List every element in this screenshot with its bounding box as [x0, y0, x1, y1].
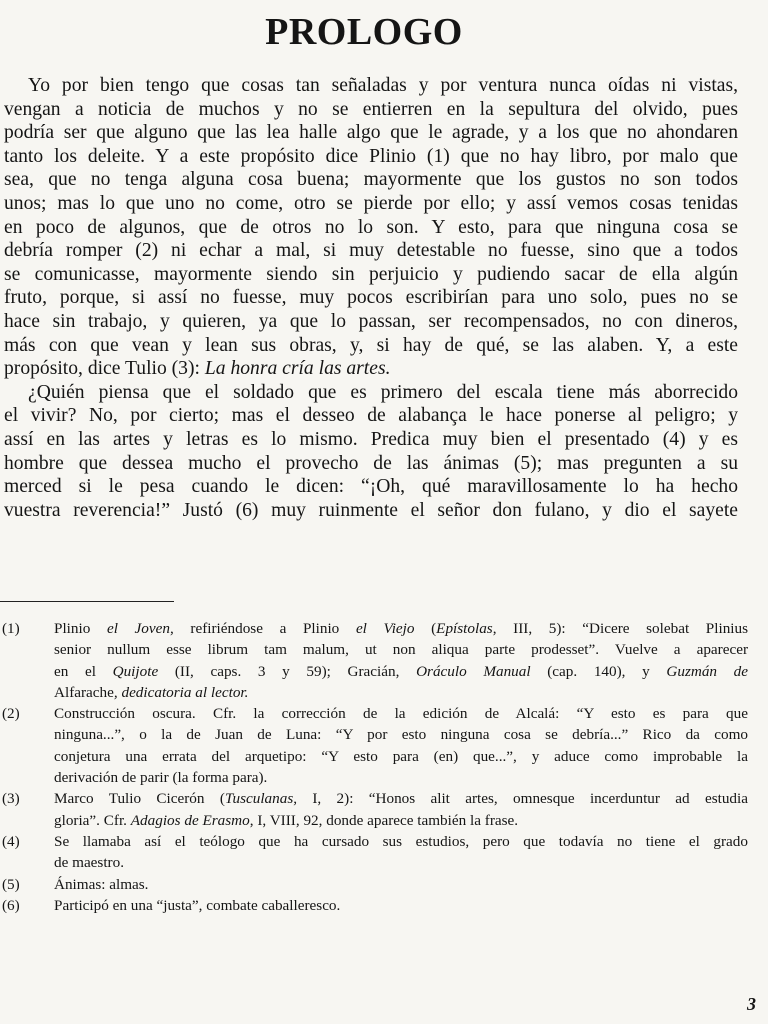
body-line: más con que vean y lean sus obras, y, si hay de qué, se las alaben. Y, a este [4, 334, 738, 356]
body-line: unos; mas lo que uno no come, otro se pierde por ello; y assí vemos cosas tenidas [4, 192, 738, 214]
footnote [2, 788, 748, 831]
prologue-body [4, 74, 738, 522]
footnote [2, 874, 748, 895]
italic-quote: La honra cría las artes. [204, 358, 391, 380]
body-line: merced si le pesa cuando le dicen: “¡Oh, qué maravillosamente lo ha hecho [4, 476, 738, 498]
body-line: podría ser que alguno que las lea halle algo que le agrade, y a los que no ahondaren [4, 122, 738, 144]
footnote-text [54, 703, 748, 788]
footnote-line: gloria”. Cfr. Adagios de Erasmo, I, VIII, 92, donde aparece también la frase. [54, 811, 519, 829]
body-line: Yo por bien tengo que cosas tan señaladas y por ventura nunca oídas ni vistas, [28, 75, 738, 96]
footnote-text [54, 618, 748, 703]
footnote-text [54, 874, 748, 895]
footnote-line: Participó en una “justa”, combate caballeresco. [54, 896, 341, 914]
body-line: propósito, dice Tulio (3): [4, 358, 200, 380]
footnote-line: Ánimas: almas. [54, 875, 149, 893]
footnote-line: conjetura una errata del arquetipo: “Y esto para (en) que...”, y aduce como improbable la [54, 747, 748, 765]
body-line: el vivir? No, por cierto; mas el desseo de alabança le hace ponerse al peligro; y [4, 405, 738, 427]
body-line: vengan a noticia de muchos y no se entierren en la sepultura del olvido, pues [4, 98, 738, 120]
footnote-number: (2) [2, 705, 20, 723]
footnote-line: de maestro. [54, 854, 125, 872]
page-title: PROLOGO [265, 11, 463, 53]
footnote [2, 895, 748, 916]
footnote-line: senior nullum esse librum tam malum, ut non aliqua parte prodesset”. Vuelve a aparecer [54, 641, 748, 659]
footnote-number: (4) [2, 832, 20, 850]
footnote-line: Construcción oscura. Cfr. la corrección de la edición de Alcalá: “Y esto es para que [54, 705, 748, 723]
footnote [2, 831, 748, 874]
body-line-with-quote [4, 357, 738, 381]
body-line: fruto, porque, si assí no fuesse, muy pocos escribirían para uno solo, pues no se [4, 287, 738, 309]
footnote-number: (5) [2, 875, 20, 893]
body-line: ¿Quién piensa que el soldado que es primero del escala tiene más aborrecido [28, 381, 738, 403]
body-line: debría romper (2) ni echar a mal, si muy detestable no fuesse, sino que a todos [4, 240, 738, 262]
body-line: hombre que dessea mucho el provecho de las ánimas (5); mas pregunten a su [4, 452, 738, 474]
footnote-text [54, 788, 748, 831]
footnote-line: en el Quijote (II, caps. 3 y 59); Gracián, Oráculo Manual (cap. 140), y Guzmán de [54, 662, 749, 680]
footnote-line: Alfarache, dedicatoria al lector. [54, 683, 249, 701]
footnote [2, 703, 748, 788]
body-line: hace sin trabajo, y quieren, ya que lo passan, ser recompensados, no con dineros, [4, 310, 738, 332]
body-line: en poco de algunos, que de otros no lo son. Y esto, para que ninguna cosa se [4, 216, 738, 238]
footnote-line: ninguna...”, o la de Juan de Luna: “Y por esto ninguna cosa se debría...” Rico da como [54, 726, 748, 744]
footnote-line: derivación de parir (la forma para). [54, 769, 268, 787]
footnote-line: Se llamaba así el teólogo que ha cursado sus estudios, pero que todavía no tiene el grado [54, 832, 748, 850]
page-number: 3 [747, 994, 756, 1014]
body-line: sea, que no tenga alguna cosa buena; mayormente que los gustos no son todos [4, 169, 738, 191]
footnote-number: (6) [2, 896, 20, 914]
footnote [2, 618, 748, 703]
footnote-separator [0, 601, 174, 602]
footnote-text [54, 831, 748, 874]
body-line: vuestra reverencia!” Justó (6) muy ruinmente el señor don fulano, y dio el sayete [4, 499, 738, 521]
footnote-number: (1) [2, 620, 20, 637]
footnote-number: (3) [2, 790, 20, 808]
footnote-line: Marco Tulio Cicerón (Tusculanas, I, 2): “Honos alit artes, omnesque incerduntur ad estudia [54, 790, 748, 808]
body-line: tanto los deleite. Y a este propósito dice Plinio (1) que no hay libro, por malo que [4, 145, 738, 167]
footnote-line: Plinio el Joven, refiriéndose a Plinio el Viejo (Epístolas, III, 5): “Dicere solebat Plinius [54, 620, 749, 637]
body-line: se comunicasse, mayormente siendo sin perjuicio y pudiendo sacar de ella algún [4, 263, 738, 285]
footnote-text [54, 895, 748, 916]
body-line: assí en las artes y letras es lo mismo. Predica muy bien el presentado (4) y es [4, 428, 738, 450]
footnotes [2, 618, 748, 916]
